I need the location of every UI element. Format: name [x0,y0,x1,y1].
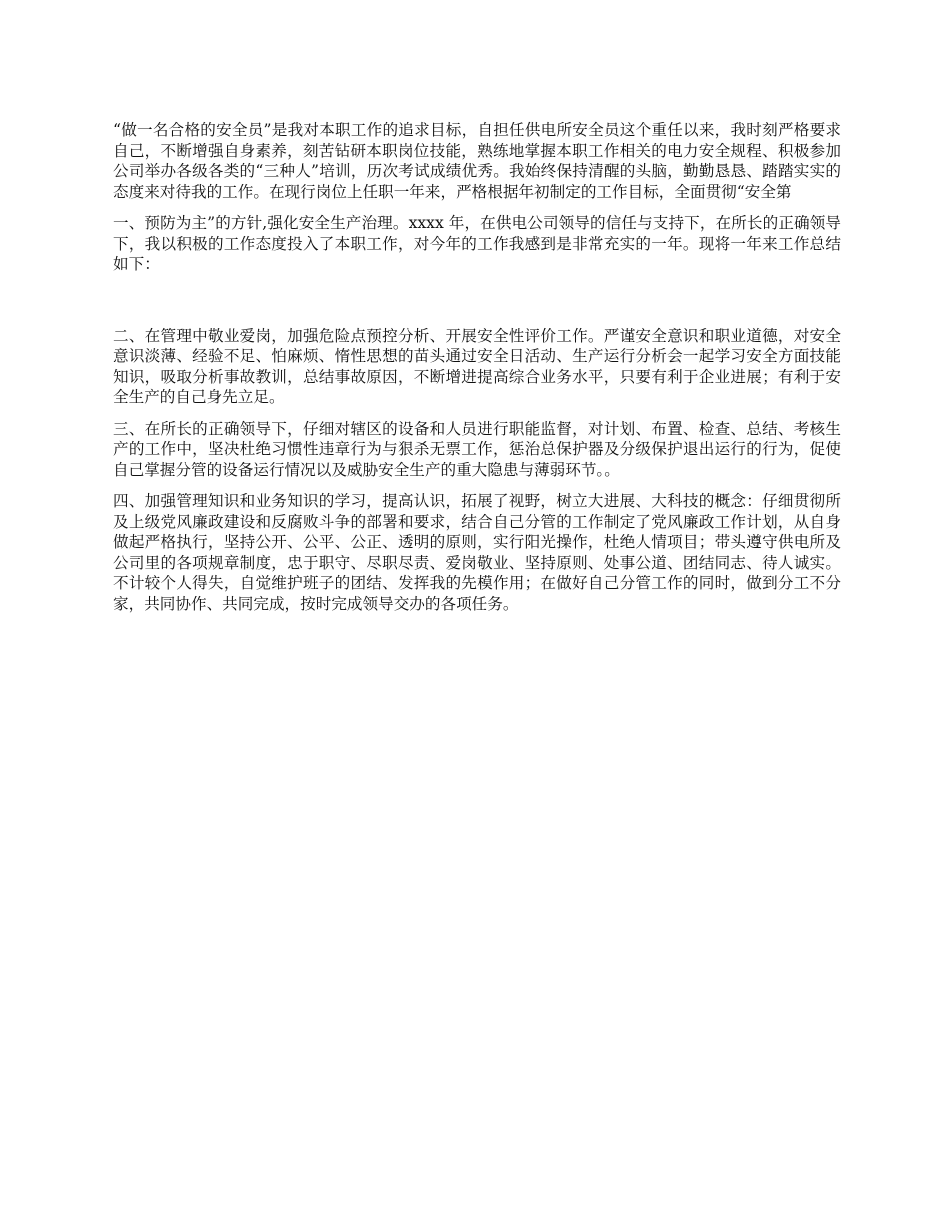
paragraph-section-4: 四、加强管理知识和业务知识的学习，提高认识，拓展了视野，树立大进展、大科技的概念：仔细贯彻所及上级党风廉政建设和反腐败斗争的部署和要求，结合自己分管的工作制定了党风廉政工作计划，从自身做起严格执行，坚持公开、公平、公正、透明的原则，实行阳光操作，杜绝人情项目；带头遵守供电所及公司里的各项规章制度，忠于职守、尽职尽责、爱岗敬业、坚持原则、处事公道、团结同志、待人诚实。不计较个人得失，自觉维护班子的团结、发挥我的先模作用；在做好自己分管工作的同时，做到分工不分家，共同协作、共同完成，按时完成领导交办的各项任务。 [113,492,841,613]
paragraph-section-1: 一、预防为主”的方针,强化安全生产治理。xxxx 年，在供电公司领导的信任与支持下，在所长的正确领导下，我以积极的工作态度投入了本职工作，对今年的工作我感到是非常充实的一年。现将一年来工作总结如下： [113,214,841,273]
document-body [113,120,841,625]
paragraph-section-2: 二、在管理中敬业爱岗，加强危险点预控分析、开展安全性评价工作。严谨安全意识和职业道德，对安全意识淡薄、经验不足、怕麻烦、惰性思想的苗头通过安全日活动、生产运行分析会一起学习安全方面技能知识，吸取分析事故教训，总结事故原因，不断增进提高综合业务水平，只要有利于企业进展；有利于安全生产的自己身先立足。 [113,326,841,406]
paragraph-intro: “做一名合格的安全员”是我对本职工作的追求目标，自担任供电所安全员这个重任以来，我时刻严格要求自己，不断增强自身素养，刻苦钻研本职岗位技能，熟练地掌握本职工作相关的电力安全规程、积极参加公司举办各级各类的“三种人”培训，历次考试成绩优秀。我始终保持清醒的头脑，勤勤恳恳、踏踏实实的态度来对待我的工作。在现行岗位上任职一年来，严格根据年初制定的工作目标，全面贯彻“安全第 [113,121,841,201]
paragraph-section-3: 三、在所长的正确领导下，仔细对辖区的设备和人员进行职能监督，对计划、布置、检查、总结、考核生产的工作中，坚决杜绝习惯性违章行为与狠杀无票工作，惩治总保护器及分级保护退出运行的行为，促使自己掌握分管的设备运行情况以及威胁安全生产的重大隐患与薄弱环节。。 [113,419,841,479]
